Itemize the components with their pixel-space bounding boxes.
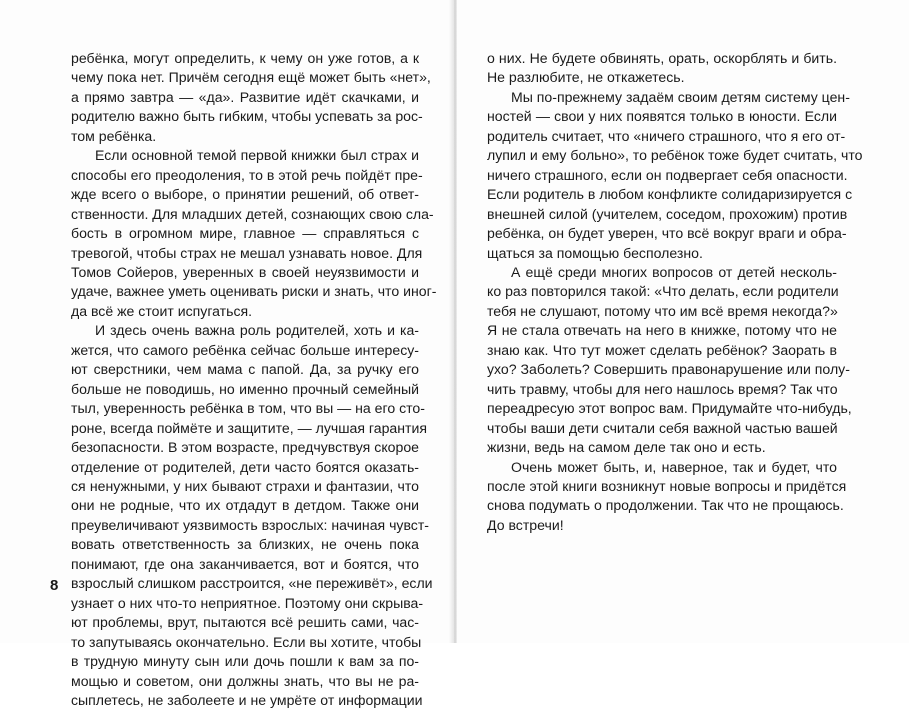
left-text-line: И здесь очень важна роль родителей, хоть и ка- <box>95 322 419 339</box>
left-text-line: тыл, уверенность ребёнка в том, что вы — на его сто- <box>71 400 425 417</box>
left-text-line: преувеличивают уязвимость взрослых: начиная чувст- <box>71 516 429 533</box>
right-text-line: жизни, ведь на самом деле так оно и есть. <box>487 439 766 456</box>
left-text-line: а прямо завтра — «да». Развитие идёт скачками, и <box>71 88 419 105</box>
right-text-line: ничего страшного, если он подвергает себя опасности. <box>487 166 848 183</box>
right-text-line: лупил и ему больно», то ребёнок тоже будет считать, что <box>487 147 863 164</box>
right-text-line: переадресую этот вопрос вам. Придумайте что-нибудь, <box>487 400 852 417</box>
right-page <box>457 0 909 643</box>
left-text-line: больше не поводишь, но именно прочный семейный <box>71 380 419 397</box>
left-text-line: ют проблемы, врут, пытаются всё решить сами, час- <box>71 614 419 631</box>
left-text-line: чему пока нет. Причём сегодня ещё может быть «нет», <box>71 69 431 86</box>
right-text-line: о них. Не будете обвинять, орать, оскорблять и бить. <box>487 50 837 66</box>
right-text-line: ребёнка, он будет уверен, что всё вокруг враги и обра- <box>487 225 847 242</box>
right-text-line: внешней силой (учителем, соседом, прохожим) против <box>487 205 848 222</box>
right-text-line: Мы по-прежнему задаём своим детям систему цен- <box>511 88 850 105</box>
left-text-line: ребёнка, могут определить, к чему он уже готов, а к <box>71 50 419 66</box>
left-text-line: жется, что самого ребёнка сейчас больше интересу- <box>71 341 419 358</box>
right-page-text <box>487 49 863 535</box>
left-text-line: родителю важно быть гибким, чтобы успевать за рос- <box>71 108 423 125</box>
left-text-line: Томов Сойеров, уверенных в своей неуязвимости и <box>71 263 419 280</box>
left-text-line: Если основной темой первой книжки был страх и <box>95 147 419 164</box>
left-text-line: ют сверстники, чем мама с папой. Да, за ручку его <box>71 361 419 378</box>
left-page <box>0 0 453 708</box>
left-text-line: бость в огромном мире, главное — справляться с <box>71 225 419 242</box>
left-page-text <box>71 49 437 710</box>
left-text-line: узнает о них что-то неприятное. Поэтому они скрыва- <box>71 594 424 611</box>
left-text-line: то запутываясь окончательно. Если вы хотите, чтобы <box>71 633 422 650</box>
right-text-line: До встречи! <box>487 516 564 533</box>
right-text-line: щаться за помощью бесполезно. <box>487 244 703 261</box>
right-text-line: после этой книги возникнут новые вопросы и придётся <box>487 477 847 494</box>
left-text-line: роне, всегда поймёте и защитите, — лучшая гарантия <box>71 419 428 436</box>
left-text-line: сыплетесь, не заболеете и не умрёте от информации <box>71 691 423 708</box>
left-text-line: ственности. Для младших детей, сознающих свою сла- <box>71 205 434 222</box>
left-text-line: мощью и советом, они должны знать, что вы не ра- <box>71 672 419 689</box>
right-text-line: знаю как. Что тут может сделать ребёнок? Заорать в <box>487 341 837 358</box>
left-text-line: тревогой, чтобы страх не мешал узнавать новое. Для <box>71 244 423 261</box>
left-text-line: понимают, где она заканчивается, вот и боятся, что <box>71 555 419 572</box>
right-text-line: Не разлюбите, не откажетесь. <box>487 69 685 86</box>
left-text-line: в трудную минуту сын или дочь пошли к вам за по- <box>71 653 419 670</box>
left-text-line: вовать ответственность за близких, не очень пока <box>71 536 419 553</box>
left-text-line: способы его преодоления, то в этой речь пойдёт пре- <box>71 166 423 183</box>
left-text-line: безопасности. В этом возрасте, предчувствуя скорое <box>71 439 419 456</box>
right-text-line: чить травму, чтобы для него нашлось время? Так что <box>487 380 838 397</box>
left-text-line: они не родные, что их отдадут в детдом. Также они <box>71 497 419 514</box>
left-text-line: взрослый слишком расстроится, «не переживёт», если <box>71 575 433 592</box>
left-text-line: да всё же стоит испугаться. <box>71 302 253 319</box>
right-text-line: родитель считает, что «ничего страшного, что я его от- <box>487 127 846 144</box>
page-number: 8 <box>50 577 59 594</box>
right-text-line: тебя не слушают, потому что им всё время некогда?» <box>487 302 838 319</box>
right-text-line: ко раз повторился такой: «Что делать, если родители <box>487 283 839 300</box>
right-text-line: Я не стала отвечать на него в книжке, потому что не <box>487 322 837 339</box>
right-text-line: ухо? Заболеть? Совершить правонарушение или полу- <box>487 361 850 378</box>
right-text-line: ностей — свои у них появятся только в юности. Если <box>487 108 837 125</box>
right-text-line: Если родитель в любом конфликте солидаризируется с <box>487 186 853 203</box>
left-text-line: отделение от родителей, дети часто боятся оказать- <box>71 458 419 475</box>
right-text-line: чтобы ваши дети считали себя важной частью вашей <box>487 419 838 436</box>
right-text-line: снова подумать о продолжении. Так что не прощаюсь. <box>487 497 844 514</box>
left-text-line: удаче, важнее уметь оценивать риски и знать, что иног- <box>71 283 437 300</box>
right-text-line: Очень может быть, и, наверное, так и будет, что <box>511 458 837 475</box>
left-text-line: ся ненужными, у них бывают страхи и фантазии, что <box>71 477 419 494</box>
right-text-line: А ещё среди многих вопросов от детей несколь- <box>511 263 837 280</box>
left-text-line: том ребёнка. <box>71 127 157 144</box>
left-text-line: жде всего о выборе, о принятии решений, об ответ- <box>71 186 419 203</box>
